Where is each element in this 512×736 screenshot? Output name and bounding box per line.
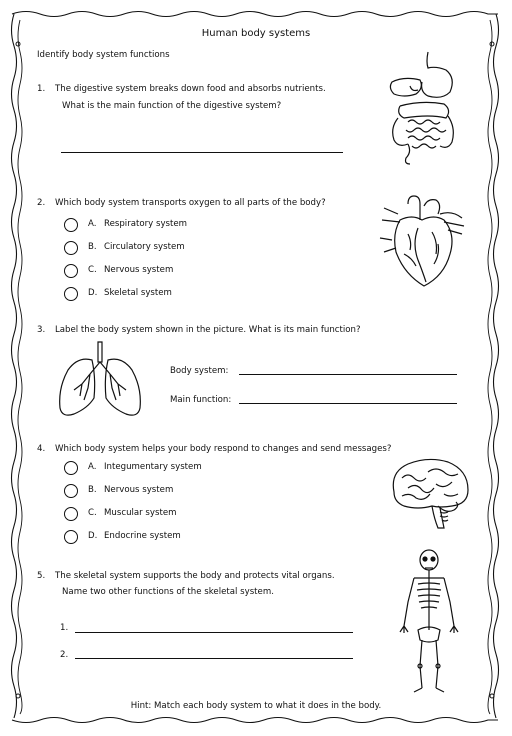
q1-text: The digestive system breaks down food and absorbs nutrients. <box>55 84 326 94</box>
option-label: Respiratory system <box>104 219 188 229</box>
radio-circle[interactable] <box>64 264 78 278</box>
body-system-answer-line[interactable] <box>239 374 457 375</box>
skeleton-icon <box>394 548 464 696</box>
body-system-label: Body system: <box>170 366 229 376</box>
radio-circle[interactable] <box>64 218 78 232</box>
option-label: Muscular system <box>104 508 177 518</box>
option-letter: C. <box>88 508 97 518</box>
q1-number: 1. <box>37 84 46 94</box>
radio-circle[interactable] <box>64 241 78 255</box>
radio-circle[interactable] <box>64 507 78 521</box>
main-function-label: Main function: <box>170 395 232 405</box>
q5-text: The skeletal system supports the body and protects vital organs. <box>55 571 335 581</box>
option-label: Nervous system <box>104 265 174 275</box>
option-label: Skeletal system <box>104 288 172 298</box>
q2-text: Which body system transports oxygen to all parts of the body? <box>55 198 326 208</box>
brain-icon <box>388 456 472 534</box>
lungs-icon <box>54 338 146 420</box>
q3-text: Label the body system shown in the picture. What is its main function? <box>55 325 361 335</box>
radio-circle[interactable] <box>64 530 78 544</box>
option-letter: B. <box>88 485 97 495</box>
q1-answer-line[interactable] <box>61 152 343 153</box>
radio-circle[interactable] <box>64 484 78 498</box>
q2-number: 2. <box>37 198 46 208</box>
q3-number: 3. <box>37 325 46 335</box>
digestive-system-icon <box>382 48 468 166</box>
radio-circle[interactable] <box>64 461 78 475</box>
q5-blank-2-number: 2. <box>60 650 69 660</box>
option-letter: D. <box>88 531 98 541</box>
instructions: Identify body system functions <box>37 50 170 60</box>
q4-number: 4. <box>37 444 46 454</box>
hint-text: Hint: Match each body system to what it does in the body. <box>130 701 382 711</box>
q5-subquestion: Name two other functions of the skeletal system. <box>62 587 274 597</box>
q1-subquestion: What is the main function of the digestive system? <box>62 101 282 111</box>
q5-answer-line-2[interactable] <box>75 658 353 659</box>
option-letter: A. <box>88 462 97 472</box>
option-letter: A. <box>88 219 97 229</box>
q5-answer-line-1[interactable] <box>75 632 353 633</box>
page-title: Human body systems <box>201 28 311 39</box>
option-label: Integumentary system <box>104 462 202 472</box>
main-function-answer-line[interactable] <box>239 403 457 404</box>
option-label: Circulatory system <box>104 242 185 252</box>
q5-blank-1-number: 1. <box>60 623 69 633</box>
radio-circle[interactable] <box>64 287 78 301</box>
option-letter: C. <box>88 265 97 275</box>
option-label: Nervous system <box>104 485 174 495</box>
option-letter: D. <box>88 288 98 298</box>
q4-text: Which body system helps your body respond to changes and send messages? <box>55 444 392 454</box>
heart-icon <box>378 194 470 290</box>
q5-number: 5. <box>37 571 46 581</box>
option-letter: B. <box>88 242 97 252</box>
option-label: Endocrine system <box>104 531 181 541</box>
